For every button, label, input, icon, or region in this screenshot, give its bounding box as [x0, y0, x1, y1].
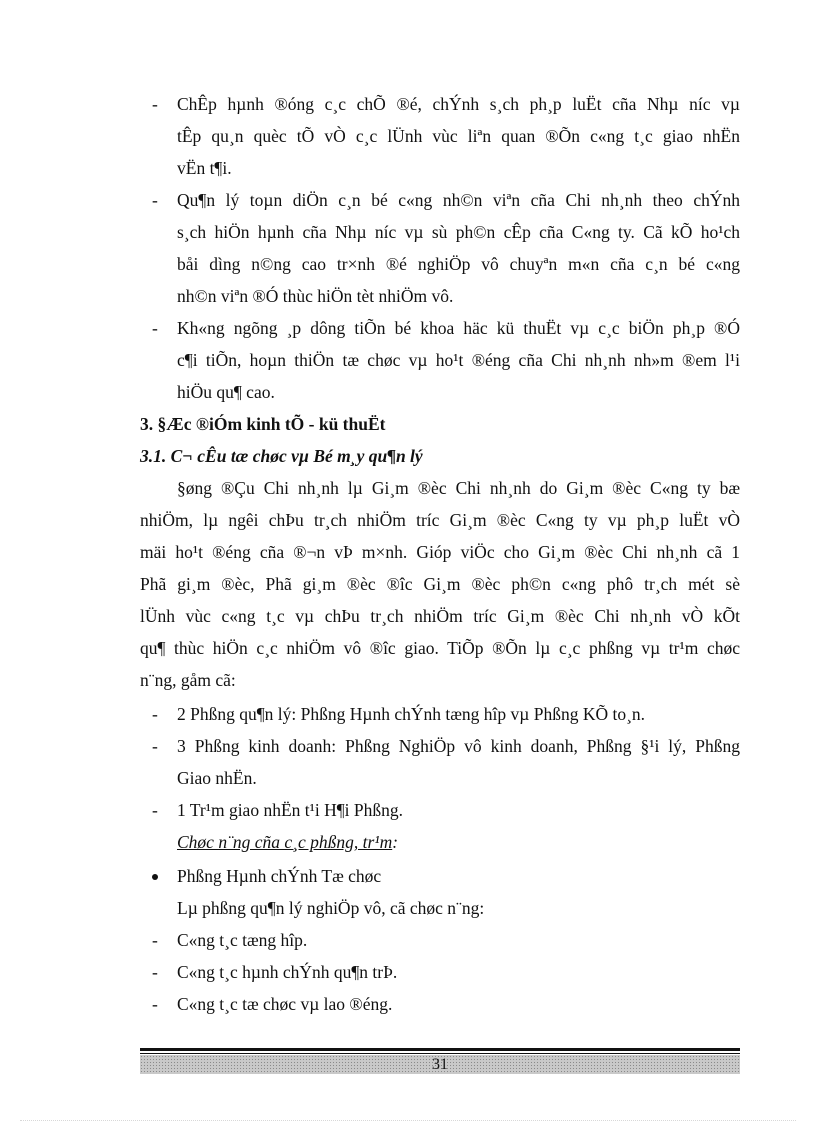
list-dash: -	[152, 930, 158, 950]
footer-rule-thin	[140, 1053, 740, 1054]
list-dash: -	[152, 190, 158, 210]
list-item-line: c¶i tiÕn, hoµn thiÖn tæ chøc vµ ho¹t ®éng cña Chi nh¸nh nh»m ®em l¹i	[177, 350, 740, 370]
list-dash: -	[152, 962, 158, 982]
list-dash: -	[152, 994, 158, 1014]
paragraph-line: n¨ng, gåm cã:	[140, 670, 236, 690]
footer-rule	[140, 1048, 740, 1051]
paragraph-line: lÜnh vùc c«ng t¸c vµ chÞu tr¸ch nhiÖm tríc Gi¸m ®èc Chi nh¸nh vÒ kÕt	[140, 606, 740, 626]
paragraph-line: §øng ®Çu Chi nh¸nh lµ Gi¸m ®èc Chi nh¸nh do Gi¸m ®èc C«ng ty bæ	[177, 478, 740, 498]
department-title: Phßng Hµnh chÝnh Tæ chøc	[177, 866, 382, 886]
list-item-line: Giao nhËn.	[177, 768, 257, 788]
section-heading: 3. §Æc ®iÓm kinh tÕ - kü thuËt	[140, 414, 386, 434]
list-item-line: Qu¶n lý toµn diÖn c¸n bé c«ng nh©n viªn cña Chi nh¸nh theo chÝnh	[177, 190, 740, 210]
list-item-line: hiÖu qu¶ cao.	[177, 382, 275, 402]
list-dash: -	[152, 800, 158, 820]
functions-label-colon: :	[392, 832, 399, 852]
paragraph-line: qu¶ thùc hiÖn c¸c nhiÖm vô ®îc giao. TiÕp ®Õn lµ c¸c phßng vµ tr¹m chøc	[140, 638, 740, 658]
list-item-line: s¸ch hiÖn hµnh cña Nhµ níc vµ sù ph©n cÊp cña C«ng ty. Cã kÕ ho¹ch	[177, 222, 740, 242]
subsection-heading: 3.1. C¬ cÊu tæ chøc vµ Bé m¸y qu¶n lý	[140, 446, 423, 466]
list-item-line: C«ng t¸c tæ chøc vµ lao ®éng.	[177, 994, 393, 1014]
list-dash: -	[152, 704, 158, 724]
functions-label	[177, 831, 398, 853]
list-item-line: tÊp qu¸n quèc tÕ vÒ c¸c lÜnh vùc liªn quan ®Õn c«ng t¸c giao nhËn	[177, 126, 740, 146]
department-description: Lµ phßng qu¶n lý nghiÖp vô, cã chøc n¨ng:	[177, 898, 485, 918]
page-number: 31	[432, 1056, 448, 1073]
list-dash: -	[152, 736, 158, 756]
paragraph-line: Phã gi¸m ®èc, Phã gi¸m ®èc ®îc Gi¸m ®èc ph©n c«ng phô tr¸ch mét sè	[140, 574, 740, 594]
functions-label-text: Chøc n¨ng cña c¸c phßng, tr¹m	[177, 832, 393, 852]
list-item-line: nh©n viªn ®Ó thùc hiÖn tèt nhiÖm vô.	[177, 286, 454, 306]
list-item-line: 3 Phßng kinh doanh: Phßng NghiÖp vô kinh doanh, Phßng §¹i lý, Phßng	[177, 736, 740, 756]
list-item-line: Kh«ng ngõng ¸p dông tiÕn bé khoa häc kü thuËt vµ c¸c biÖn ph¸p ®Ó	[177, 318, 740, 338]
list-dash: -	[152, 318, 158, 338]
list-item-line: vËn t¶i.	[177, 158, 232, 178]
list-item-line: C«ng t¸c tæng hîp.	[177, 930, 308, 950]
list-dash: -	[152, 94, 158, 114]
list-item-line: 1 Tr¹m giao nhËn t¹i H¶i Phßng.	[177, 800, 404, 820]
list-item-line: 2 Phßng qu¶n lý: Phßng Hµnh chÝnh tæng hîp vµ Phßng KÕ to¸n.	[177, 704, 646, 724]
list-item-line: C«ng t¸c hµnh chÝnh qu¶n trÞ.	[177, 962, 398, 982]
bullet-dot	[152, 874, 158, 880]
list-item-line: båi dìng n©ng cao tr×nh ®é nghiÖp vô chuyªn m«n cña c¸n bé c«ng	[177, 254, 740, 274]
page-edge-dots	[20, 1120, 796, 1121]
list-item-line: ChÊp hµnh ®óng c¸c chÕ ®é, chÝnh s¸ch ph¸p luËt cña Nhµ níc vµ	[177, 94, 740, 114]
paragraph-line: mäi ho¹t ®éng cña ®¬n vÞ m×nh. Gióp viÖc cho Gi¸m ®èc Chi nh¸nh cã 1	[140, 542, 740, 562]
paragraph-line: nhiÖm, lµ ngêi chÞu tr¸ch nhiÖm tríc Gi¸m ®èc C«ng ty vµ ph¸p luËt vÒ	[140, 510, 740, 530]
